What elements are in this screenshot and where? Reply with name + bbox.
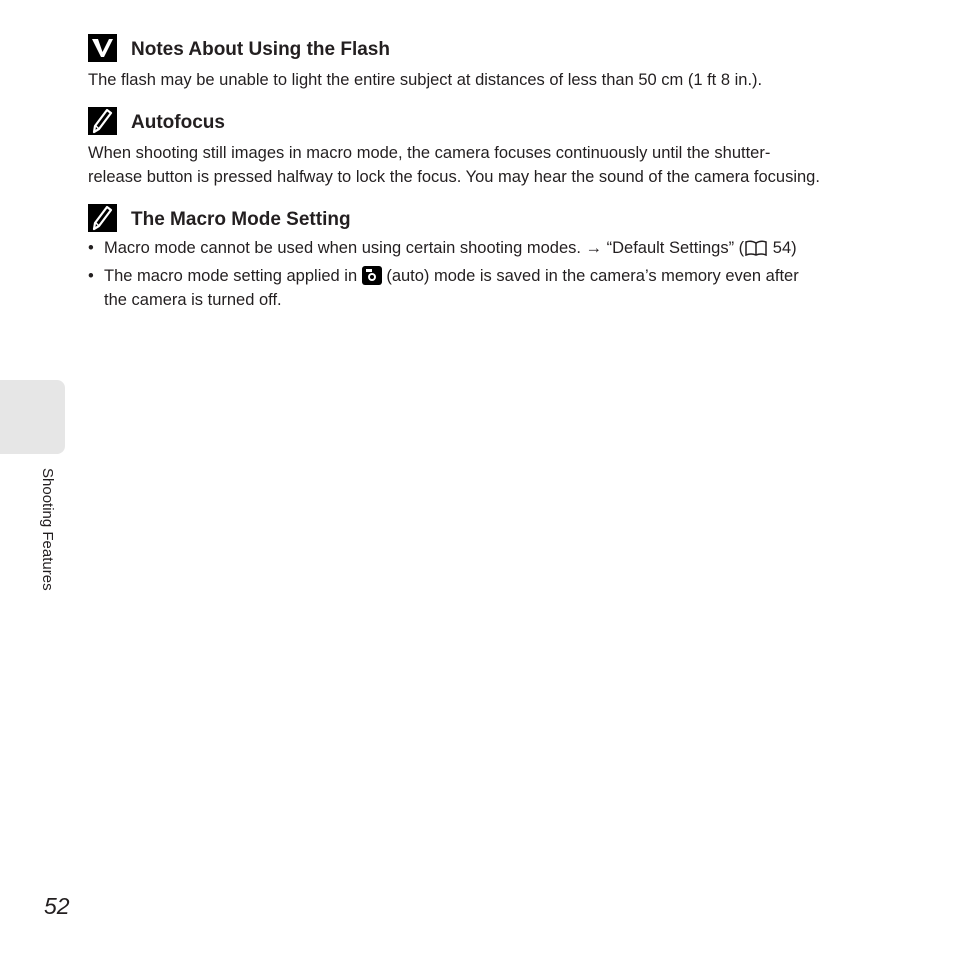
autofocus-text-line-1: When shooting still images in macro mode, the camera focuses continuously until the shutter- bbox=[88, 144, 771, 162]
macro-bullet-1-text: Macro mode cannot be used when using certain shooting modes. → “Default Settings” ( bbox=[104, 239, 745, 257]
bullet-dot: • bbox=[88, 267, 94, 285]
flash-notes-section bbox=[88, 34, 888, 92]
flash-notes-heading bbox=[88, 34, 888, 62]
macro-bullet-2-line-2: the camera is turned off. bbox=[104, 291, 282, 309]
chapter-tab bbox=[0, 380, 65, 454]
bullet-dot: • bbox=[88, 239, 94, 257]
pencil-icon bbox=[88, 107, 117, 135]
macro-mode-section bbox=[88, 204, 888, 316]
macro-bullet-2-before: The macro mode setting applied in bbox=[104, 267, 362, 285]
camera-icon bbox=[362, 266, 382, 285]
macro-mode-title: The Macro Mode Setting bbox=[131, 209, 351, 230]
autofocus-title: Autofocus bbox=[131, 112, 225, 133]
pencil-icon bbox=[88, 204, 117, 232]
autofocus-text bbox=[88, 141, 888, 189]
macro-bullet-1-ref: 54) bbox=[768, 239, 797, 257]
check-mark-icon bbox=[88, 34, 117, 62]
macro-mode-list bbox=[88, 236, 888, 312]
book-reference-icon bbox=[744, 239, 768, 255]
macro-bullet-2-after: (auto) mode is saved in the camera’s memory even after bbox=[381, 267, 799, 285]
list-item bbox=[88, 236, 888, 260]
autofocus-heading bbox=[88, 107, 888, 135]
page-number: 52 bbox=[44, 893, 70, 919]
autofocus-section bbox=[88, 107, 888, 189]
chapter-label: Shooting Features bbox=[39, 468, 56, 591]
flash-notes-title: Notes About Using the Flash bbox=[131, 39, 390, 60]
flash-notes-text: The flash may be unable to light the entire subject at distances of less than 50 cm (1 ft 8 in.). bbox=[88, 71, 763, 89]
autofocus-text-line-2: release button is pressed halfway to lock the focus. You may hear the sound of the camera focusing. bbox=[88, 168, 820, 186]
list-item bbox=[88, 264, 888, 312]
macro-mode-heading bbox=[88, 204, 888, 232]
